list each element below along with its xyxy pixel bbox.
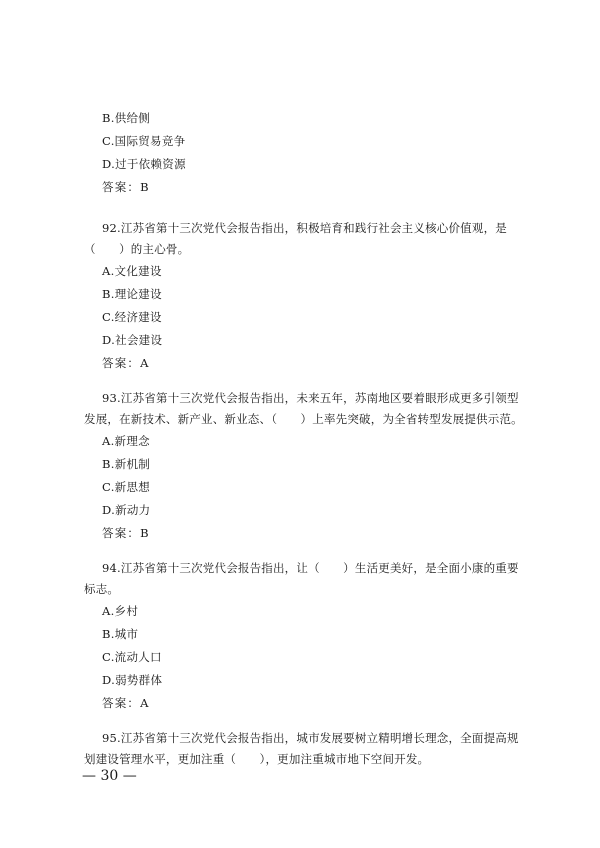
question-text: 92.江苏省第十三次党代会报告指出，积极培育和践行社会主义核心价值观，是 [102,221,507,235]
answer: 答案：A [102,696,150,710]
question-text: （ ）的主心骨。 [84,242,190,256]
option: B.理论建设 [102,287,162,301]
question-text: 94.江苏省第十三次党代会报告指出，让（ ）生活更美好，是全面小康的重要 [102,561,519,575]
answer: 答案：B [102,180,150,194]
question-text: 标志。 [84,582,120,596]
answer: 答案：A [102,356,150,370]
option: D.弱势群体 [102,673,163,687]
option: A.乡村 [102,604,139,618]
option: A.新理念 [102,434,150,448]
question-text: 发展，在新技术、新产业、新业态、（ ）上率先突破，为全省转型发展提供示范。 [84,412,523,426]
option: D.新动力 [102,503,151,517]
option: C.国际贸易竞争 [102,134,186,148]
page-number: — 30 — [82,768,137,784]
question-text: 95.江苏省第十三次党代会报告指出，城市发展要树立精明增长理念，全面提高规 [102,731,519,745]
option: B.新机制 [102,457,151,471]
option: C.流动人口 [102,650,162,664]
answer: 答案：B [102,526,150,540]
option: C.新思想 [102,480,151,494]
option: C.经济建设 [102,310,162,324]
option: D.社会建设 [102,333,163,347]
option: A.文化建设 [102,264,162,278]
option: B.城市 [102,627,139,641]
question-text: 划建设管理水平，更加注重（ ），更加注重城市地下空间开发。 [84,752,430,766]
option: D.过于依赖资源 [102,157,186,171]
question-text: 93.江苏省第十三次党代会报告指出，未来五年，苏南地区要着眼形成更多引领型 [102,391,519,405]
option: B.供给侧 [102,111,151,125]
